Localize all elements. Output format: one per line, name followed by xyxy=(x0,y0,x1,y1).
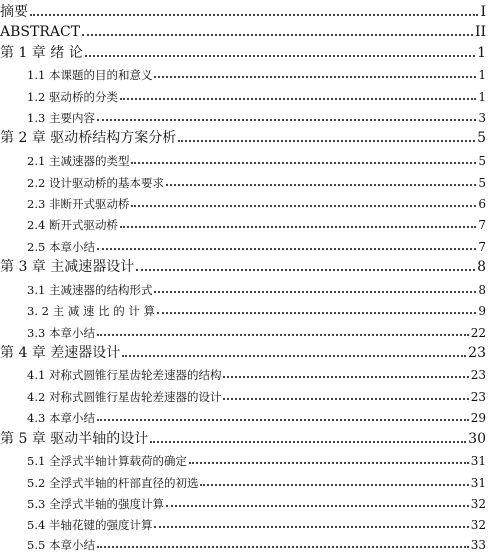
toc-entry-page: 5 xyxy=(477,129,486,146)
toc-entry[interactable] xyxy=(0,320,486,340)
toc-entry-page: I xyxy=(480,3,486,20)
toc-entry-page: 1 xyxy=(477,44,486,61)
toc-leader-dots xyxy=(178,140,475,142)
toc-entry-page: 8 xyxy=(478,282,486,297)
toc-entry-title: 1.3 主要内容 xyxy=(27,111,95,125)
toc-entry[interactable] xyxy=(0,277,486,297)
toc-entry-title: 1.2 驱动桥的分类 xyxy=(27,90,118,104)
toc-entry[interactable] xyxy=(0,384,486,404)
toc-entry-page: 23 xyxy=(470,389,486,404)
toc-entry-title: 5.3 全浮式半轴的强度计算 xyxy=(27,497,164,511)
toc-entry[interactable] xyxy=(0,491,486,511)
toc-entry[interactable] xyxy=(0,84,486,104)
toc-entry-page: 5 xyxy=(478,175,486,190)
toc-entry-title: 5.5 本章小结 xyxy=(27,538,95,552)
toc-entry-page: 1 xyxy=(478,89,486,104)
toc-leader-dots xyxy=(223,398,468,400)
toc-leader-dots xyxy=(154,291,476,293)
toc-leader-dots xyxy=(122,355,466,357)
toc-leader-dots xyxy=(154,76,476,78)
toc-entry-title: 2.1 主减速器的类型 xyxy=(27,154,130,168)
toc-entry-page: 31 xyxy=(470,475,486,490)
toc-entry-page: 23 xyxy=(468,344,486,361)
toc-leader-dots xyxy=(200,484,468,486)
toc-entry-title: 4.3 本章小结 xyxy=(27,411,95,425)
toc-entry-title: 4.1 对称式圆锥行星齿轮差速器的结构 xyxy=(27,368,222,382)
toc-entry-title: 1.1 本课题的目的和意义 xyxy=(27,68,153,82)
toc-entry-page: II xyxy=(474,23,486,40)
toc-leader-dots xyxy=(154,526,468,528)
toc-entry-page: 33 xyxy=(470,537,486,552)
toc-entry[interactable] xyxy=(0,532,486,552)
toc-entry[interactable] xyxy=(0,448,486,468)
toc-entry-title: 2.4 断开式驱动桥 xyxy=(27,218,118,232)
toc-entry-title: 2.2 设计驱动桥的基本要求 xyxy=(27,176,164,190)
toc-entry-title: 2.3 非断开式驱动桥 xyxy=(27,197,130,211)
toc-entry[interactable] xyxy=(0,341,486,361)
toc-entry-title: 第 5 章 驱动半轴的设计 xyxy=(0,430,149,447)
toc-entry-title: 第 3 章 主减速器设计 xyxy=(0,258,135,275)
toc-entry[interactable] xyxy=(0,41,486,61)
toc-leader-dots xyxy=(136,269,475,271)
toc-entry-page: 31 xyxy=(470,453,486,468)
toc-entry-title: 5.1 全浮式半轴计算载荷的确定 xyxy=(27,454,187,468)
toc-leader-dots xyxy=(97,248,476,250)
toc-entry[interactable] xyxy=(0,62,486,82)
toc-entry-title: 5.2 全浮式半轴的杆部直径的初选 xyxy=(27,476,199,490)
toc-leader-dots xyxy=(131,205,476,207)
toc-leader-dots xyxy=(166,505,469,507)
toc-leader-dots xyxy=(97,334,469,336)
toc-entry-title: ABSTRACT xyxy=(0,23,81,40)
toc-entry-title: 第 1 章 绪 论 xyxy=(0,44,83,61)
toc-leader-dots xyxy=(150,441,466,443)
toc-entry-page: 8 xyxy=(477,258,486,275)
toc-entry[interactable] xyxy=(0,148,486,168)
toc-entry-title: 4.2 对称式圆锥行星齿轮差速器的设计 xyxy=(27,390,222,404)
toc-entry-page: 23 xyxy=(470,367,486,382)
toc-entry-page: 22 xyxy=(470,325,486,340)
toc-leader-dots xyxy=(97,419,469,421)
toc-entry-page: 9 xyxy=(478,303,486,318)
toc-entry-title: 2.5 本章小结 xyxy=(27,240,95,254)
toc-entry[interactable] xyxy=(0,234,486,254)
toc-entry-title: 第 2 章 驱动桥结构方案分析 xyxy=(0,129,177,146)
toc-entry-title: 摘要 xyxy=(0,3,28,20)
toc-entry[interactable] xyxy=(0,170,486,190)
toc-entry[interactable] xyxy=(0,126,486,146)
toc-entry-page: 3 xyxy=(478,110,486,125)
toc-entry[interactable] xyxy=(0,255,486,275)
toc-leader-dots xyxy=(82,34,473,36)
toc-entry-page: 7 xyxy=(478,239,486,254)
toc-entry[interactable] xyxy=(0,105,486,125)
toc-entry-page: 32 xyxy=(470,517,486,532)
toc-leader-dots xyxy=(131,162,476,164)
toc-leader-dots xyxy=(189,462,469,464)
toc-entry-page: 29 xyxy=(470,410,486,425)
toc-entry-page: 30 xyxy=(468,430,486,447)
toc-entry[interactable] xyxy=(0,427,486,447)
toc-entry[interactable] xyxy=(0,362,486,382)
toc-leader-dots xyxy=(223,376,468,378)
toc-entry[interactable] xyxy=(0,20,486,40)
toc-leader-dots xyxy=(97,119,476,121)
toc-leader-dots xyxy=(97,546,469,548)
toc-entry[interactable] xyxy=(0,298,486,318)
toc-entry[interactable] xyxy=(0,212,486,232)
toc-leader-dots xyxy=(120,98,476,100)
toc-entry[interactable] xyxy=(0,191,486,211)
toc-entry-title: 第 4 章 差速器设计 xyxy=(0,344,121,361)
toc-entry[interactable] xyxy=(0,405,486,425)
toc-entry-title: 3. 2 主 减 速 比 的 计 算 xyxy=(27,304,156,318)
toc-leader-dots xyxy=(85,55,475,57)
toc-entry-page: 32 xyxy=(470,496,486,511)
toc-entry[interactable] xyxy=(0,512,486,532)
toc-leader-dots xyxy=(30,14,478,16)
toc-leader-dots xyxy=(166,184,476,186)
toc-leader-dots xyxy=(120,226,476,228)
toc-entry-page: 1 xyxy=(478,67,486,82)
toc-entry-title: 3.3 本章小结 xyxy=(27,326,95,340)
toc-leader-dots xyxy=(157,312,476,314)
toc-entry-title: 3.1 主减速器的结构形式 xyxy=(27,283,153,297)
toc-entry-page: 7 xyxy=(478,217,486,232)
toc-entry[interactable] xyxy=(0,470,486,490)
toc-entry-page: 5 xyxy=(478,153,486,168)
toc-entry[interactable] xyxy=(0,0,486,20)
toc-entry-page: 6 xyxy=(478,196,486,211)
toc-entry-title: 5.4 半轴花键的强度计算 xyxy=(27,518,153,532)
